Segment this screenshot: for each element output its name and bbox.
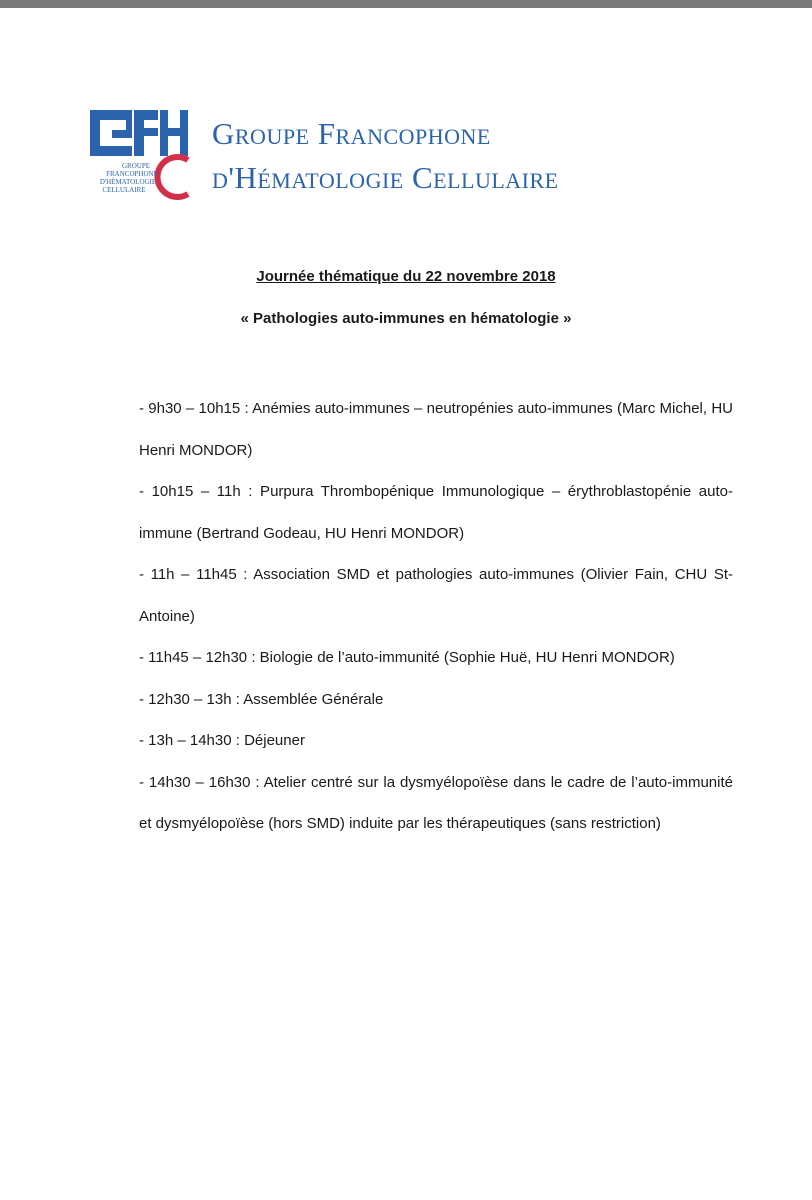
schedule-item: - 13h – 14h30 : Déjeuner	[139, 732, 305, 749]
document-subtitle: « Pathologies auto-immunes en hématologie »	[240, 310, 572, 327]
logo-caption-4: CELLULAIRE	[102, 186, 146, 194]
logo-wordmark	[212, 118, 559, 206]
schedule-item: - 11h – 11h45 : Association SMD et pathologies auto-immunes (Olivier Fain, CHU St-Antoine)	[139, 566, 733, 625]
top-edge-bar	[0, 0, 812, 8]
gfhc-logo-mark	[88, 108, 194, 200]
logo-line-1: Groupe Francophone	[212, 116, 491, 151]
logo-caption-2: FRANCOPHONE	[106, 170, 158, 178]
logo-line-2: d'Hématologie Cellulaire	[212, 160, 559, 195]
logo-caption-3: D'HÉMATOLOGIE	[99, 178, 157, 186]
schedule-item: - 9h30 – 10h15 : Anémies auto-immunes – neutropénies auto-immunes (Marc Michel, HU Henri MONDOR)	[139, 400, 733, 459]
schedule-item: - 14h30 – 16h30 : Atelier centré sur la dysmyélopoïèse dans le cadre de l’auto-immunité et dysmyélopoïèse (hors SMD) induite par les thérapeutiques (sans restriction)	[139, 773, 733, 832]
gfhc-logo	[88, 108, 738, 200]
schedule-item: - 10h15 – 11h : Purpura Thrombopénique Immunologique – érythroblastopénie auto-immune (Bertrand Godeau, HU Henri MONDOR)	[139, 483, 733, 542]
schedule-item: - 11h45 – 12h30 : Biologie de l’auto-immunité (Sophie Huë, HU Henri MONDOR)	[139, 649, 675, 666]
document-title: Journée thématique du 22 novembre 2018	[256, 268, 556, 285]
logo-caption-1: GROUPE	[121, 162, 151, 170]
schedule-list	[139, 388, 733, 845]
schedule-item: - 12h30 – 13h : Assemblée Générale	[139, 690, 384, 708]
